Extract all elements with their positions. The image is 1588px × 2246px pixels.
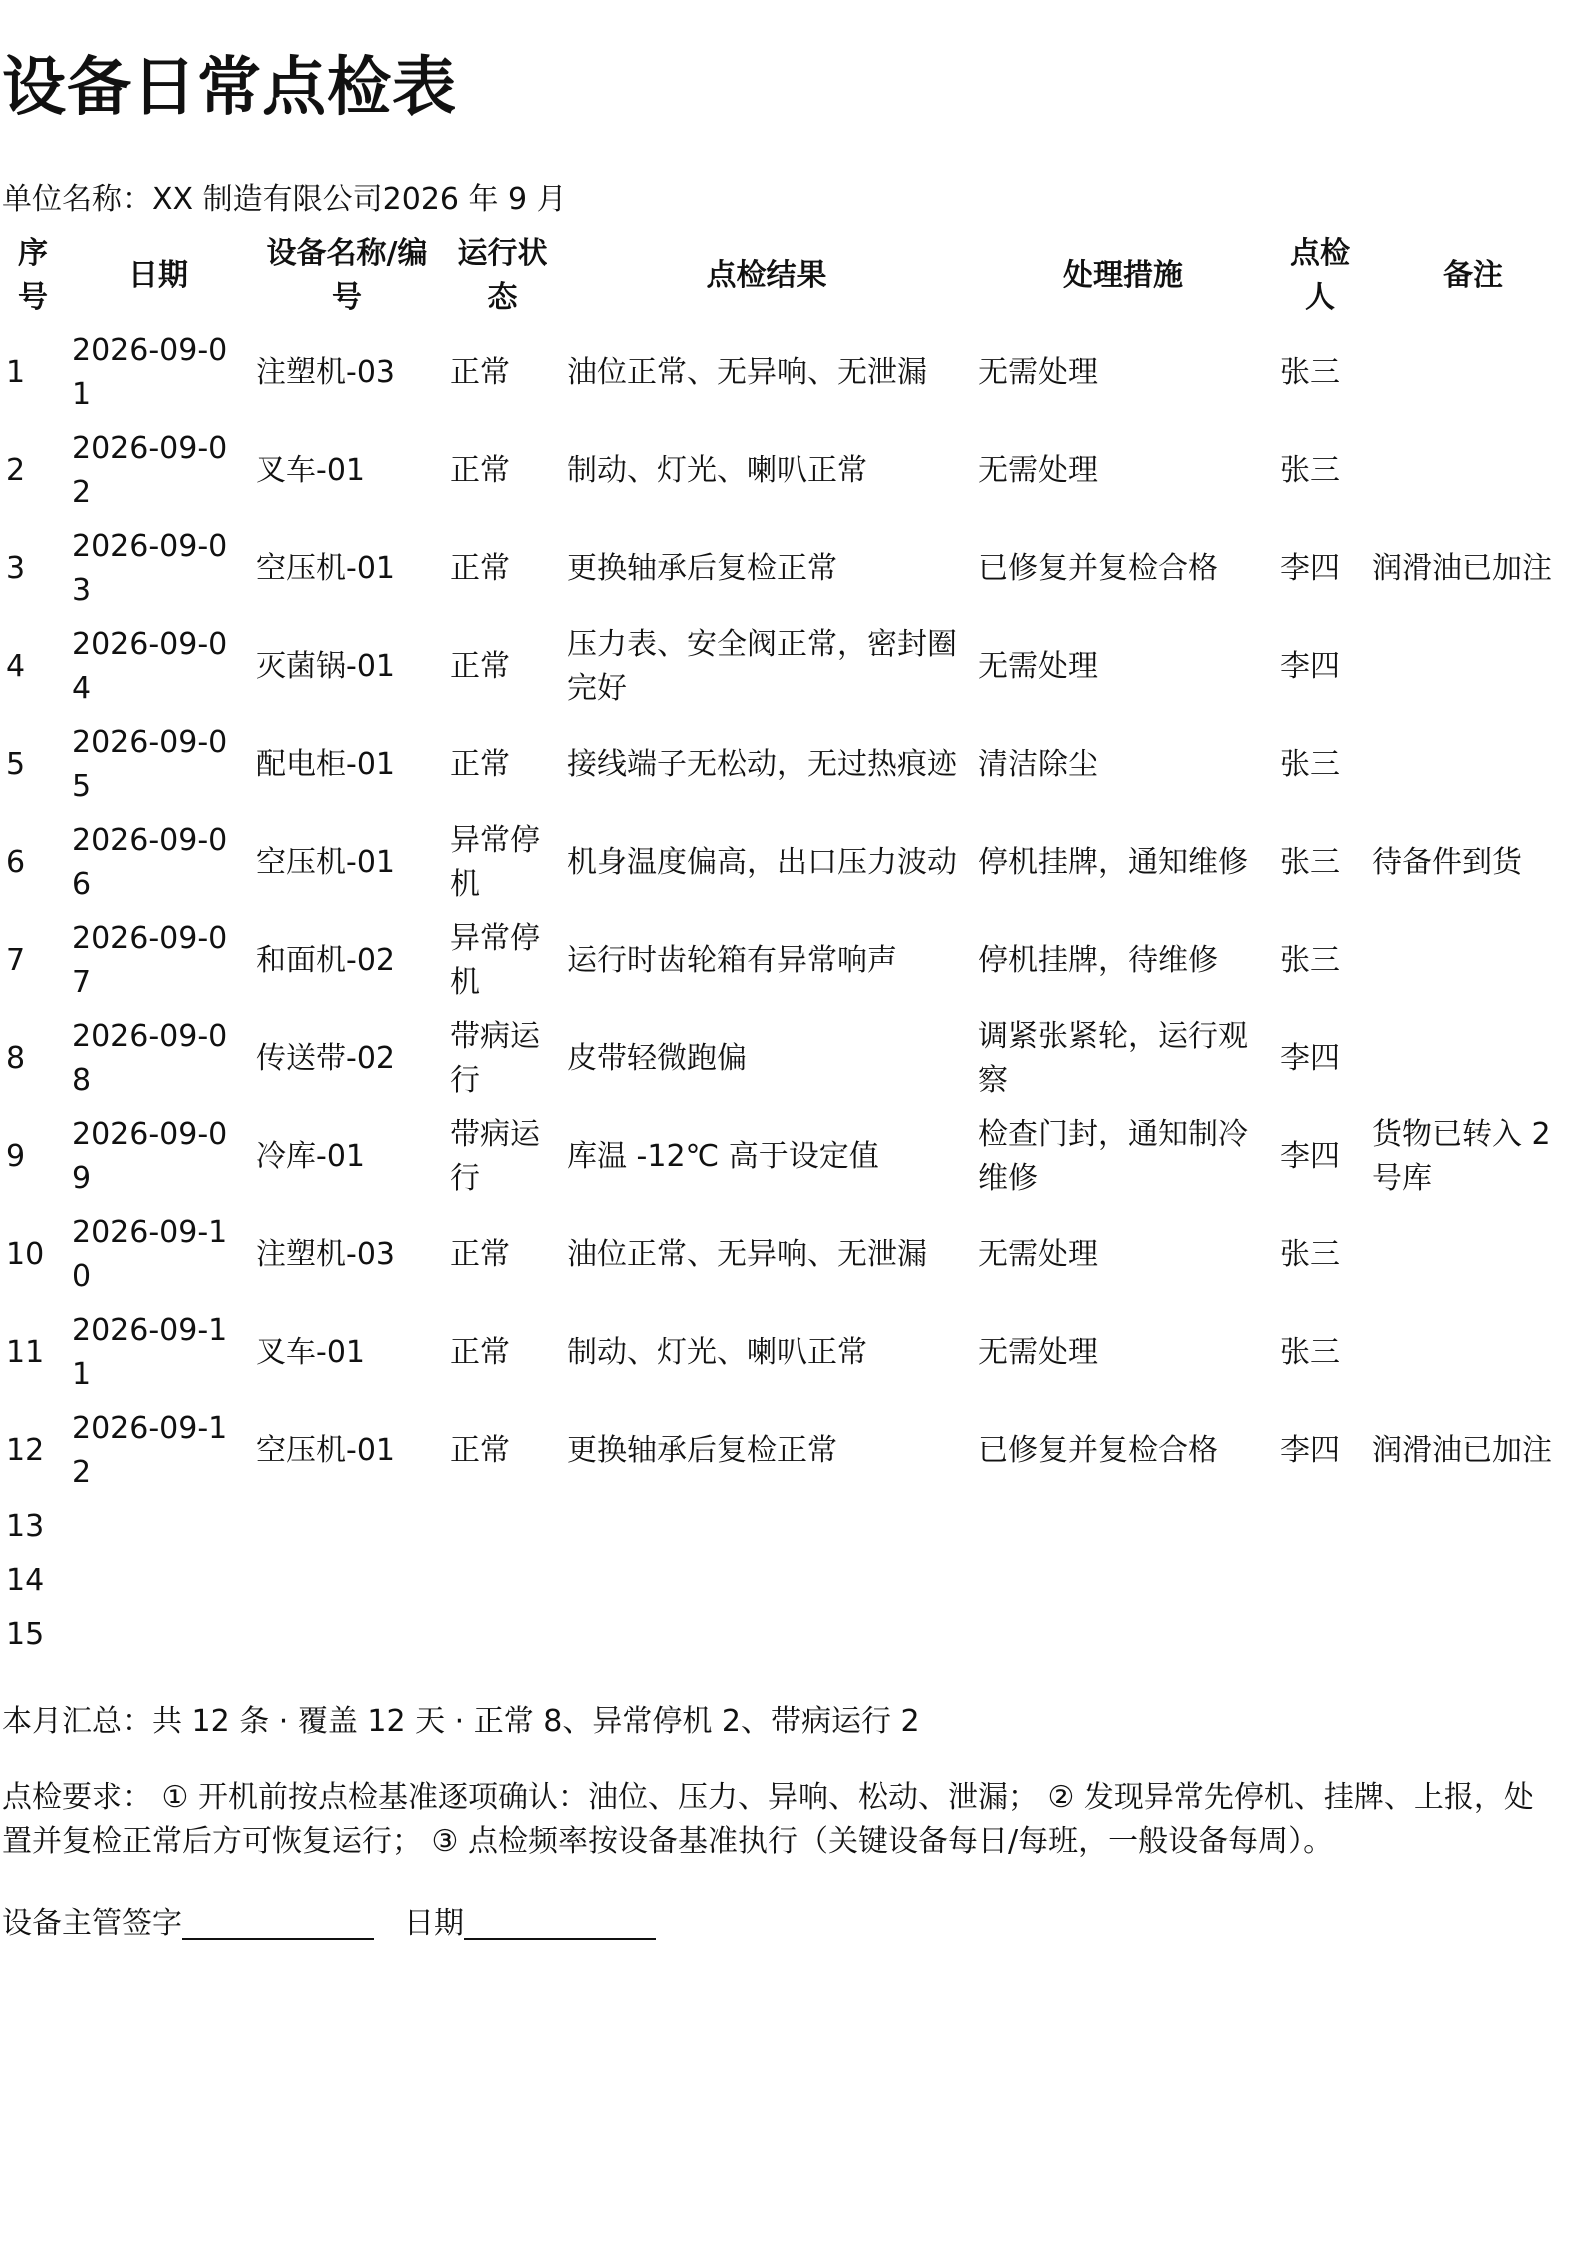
cell-date: 2026-09-03 <box>72 529 228 608</box>
cell-result <box>561 1554 972 1608</box>
cell-note: 货物已转入 2 号库 <box>1372 1117 1551 1196</box>
cell-no: 13 <box>6 1509 45 1544</box>
cell-no: 11 <box>6 1335 45 1370</box>
cell-device: 传送带-02 <box>256 1041 395 1076</box>
unit-name-line: 单位名称：XX 制造有限公司2026 年 9 月 <box>2 182 567 217</box>
cell-status: 正常 <box>450 551 510 586</box>
table-row <box>0 1304 1580 1402</box>
table-row <box>0 1108 1580 1206</box>
cell-note <box>1366 1304 1580 1402</box>
cell-date: 2026-09-06 <box>72 823 228 902</box>
inspection-table <box>0 228 1580 1662</box>
cell-note <box>1366 716 1580 814</box>
cell-result: 机身温度偏高，出口压力波动 <box>567 845 957 880</box>
cell-note <box>1366 1554 1580 1608</box>
cell-status: 带病运行 <box>450 1019 540 1098</box>
cell-inspector: 张三 <box>1280 1237 1340 1272</box>
cell-status: 正常 <box>450 1237 510 1272</box>
cell-action: 已修复并复检合格 <box>978 1433 1218 1468</box>
cell-note <box>1366 1500 1580 1554</box>
table-row <box>0 618 1580 716</box>
table-body <box>0 324 1580 1662</box>
cell-date: 2026-09-12 <box>72 1411 228 1490</box>
table-row-empty <box>0 1500 1580 1554</box>
cell-action: 无需处理 <box>978 453 1098 488</box>
cell-inspector <box>1274 1608 1366 1662</box>
col-header-inspector: 点检人 <box>1290 236 1350 315</box>
cell-result: 运行时齿轮箱有异常响声 <box>567 943 897 978</box>
cell-date: 2026-09-04 <box>72 627 228 706</box>
cell-no: 9 <box>6 1139 26 1174</box>
col-header-device: 设备名称/编号 <box>266 236 428 315</box>
signature-date-label: 日期 <box>404 1906 464 1941</box>
cell-action <box>972 1554 1274 1608</box>
table-row <box>0 716 1580 814</box>
cell-inspector: 张三 <box>1280 453 1340 488</box>
cell-device: 空压机-01 <box>256 1433 395 1468</box>
cell-date: 2026-09-08 <box>72 1019 228 1098</box>
cell-result <box>561 1500 972 1554</box>
table-row <box>0 1206 1580 1304</box>
cell-result: 库温 -12℃ 高于设定值 <box>567 1139 879 1174</box>
cell-no: 4 <box>6 649 26 684</box>
cell-note <box>1366 1608 1580 1662</box>
cell-status: 带病运行 <box>450 1117 540 1196</box>
table-row-empty <box>0 1554 1580 1608</box>
cell-inspector <box>1274 1500 1366 1554</box>
cell-action <box>972 1500 1274 1554</box>
cell-result: 更换轴承后复检正常 <box>567 1433 837 1468</box>
cell-date: 2026-09-02 <box>72 431 228 510</box>
cell-status: 正常 <box>450 649 510 684</box>
cell-status <box>444 1500 561 1554</box>
cell-status: 正常 <box>450 1433 510 1468</box>
cell-device: 配电柜-01 <box>256 747 395 782</box>
cell-date <box>66 1500 250 1554</box>
cell-inspector: 李四 <box>1280 1041 1340 1076</box>
cell-date: 2026-09-11 <box>72 1313 228 1392</box>
cell-action: 无需处理 <box>978 1237 1098 1272</box>
cell-action: 无需处理 <box>978 1335 1098 1370</box>
cell-date: 2026-09-07 <box>72 921 228 1000</box>
cell-no: 10 <box>6 1237 45 1272</box>
table-row <box>0 324 1580 422</box>
cell-action: 停机挂牌，待维修 <box>978 943 1218 978</box>
table-header-row <box>0 228 1580 324</box>
table-row <box>0 912 1580 1010</box>
cell-action: 调紧张紧轮，运行观察 <box>978 1019 1248 1098</box>
cell-action <box>972 1608 1274 1662</box>
cell-device: 灭菌锅-01 <box>256 649 395 684</box>
cell-date: 2026-09-01 <box>72 333 228 412</box>
cell-status: 异常停机 <box>450 921 540 1000</box>
col-header-status: 运行状态 <box>457 236 548 315</box>
cell-device: 空压机-01 <box>256 551 395 586</box>
cell-inspector: 张三 <box>1280 1335 1340 1370</box>
cell-device: 冷库-01 <box>256 1139 365 1174</box>
cell-no: 6 <box>6 845 26 880</box>
cell-inspector: 张三 <box>1280 355 1340 390</box>
cell-result: 压力表、安全阀正常，密封圈完好 <box>567 627 957 706</box>
cell-no: 5 <box>6 747 26 782</box>
cell-inspector: 李四 <box>1280 1139 1340 1174</box>
page-title: 设备日常点检表 <box>2 51 457 125</box>
cell-inspector: 张三 <box>1280 845 1340 880</box>
cell-no: 3 <box>6 551 26 586</box>
col-header-no: 序号 <box>18 236 48 315</box>
col-header-result: 点检结果 <box>706 258 827 293</box>
cell-note: 润滑油已加注 <box>1372 1433 1552 1468</box>
cell-action: 已修复并复检合格 <box>978 551 1218 586</box>
cell-result: 接线端子无松动，无过热痕迹 <box>567 747 957 782</box>
cell-status: 正常 <box>450 355 510 390</box>
cell-action: 无需处理 <box>978 649 1098 684</box>
cell-note <box>1366 618 1580 716</box>
cell-status <box>444 1608 561 1662</box>
cell-device: 和面机-02 <box>256 943 395 978</box>
col-header-action: 处理措施 <box>1063 258 1183 293</box>
manager-signature-label: 设备主管签字 <box>2 1906 182 1941</box>
cell-result: 油位正常、无异响、无泄漏 <box>567 1237 927 1272</box>
cell-no: 15 <box>6 1617 45 1652</box>
cell-no: 14 <box>6 1563 45 1598</box>
cell-date <box>66 1608 250 1662</box>
cell-no: 1 <box>6 355 26 390</box>
manager-signature-line[interactable] <box>182 1904 374 1940</box>
cell-result: 制动、灯光、喇叭正常 <box>567 1335 867 1370</box>
cell-note: 待备件到货 <box>1372 845 1522 880</box>
cell-device: 注塑机-03 <box>256 1237 395 1272</box>
cell-result: 油位正常、无异响、无泄漏 <box>567 355 927 390</box>
cell-device: 注塑机-03 <box>256 355 395 390</box>
table-row <box>0 422 1580 520</box>
signature-block <box>2 1902 656 1946</box>
cell-note: 润滑油已加注 <box>1372 551 1552 586</box>
cell-device: 叉车-01 <box>256 1335 365 1370</box>
cell-action: 清洁除尘 <box>978 747 1098 782</box>
monthly-summary: 本月汇总：共 12 条 · 覆盖 12 天 · 正常 8、异常停机 2、带病运行 2 <box>2 1704 920 1739</box>
cell-device <box>250 1608 444 1662</box>
col-header-note: 备注 <box>1443 258 1503 293</box>
cell-result: 皮带轻微跑偏 <box>567 1041 747 1076</box>
cell-action: 检查门封，通知制冷维修 <box>978 1117 1248 1196</box>
table-row <box>0 814 1580 912</box>
cell-inspector: 张三 <box>1280 943 1340 978</box>
cell-device <box>250 1500 444 1554</box>
cell-inspector: 李四 <box>1280 1433 1340 1468</box>
cell-date: 2026-09-10 <box>72 1215 228 1294</box>
cell-inspector: 张三 <box>1280 747 1340 782</box>
cell-status <box>444 1554 561 1608</box>
table-row <box>0 520 1580 618</box>
cell-note <box>1366 1206 1580 1304</box>
cell-no: 8 <box>6 1041 26 1076</box>
cell-result <box>561 1608 972 1662</box>
table-row-empty <box>0 1608 1580 1662</box>
cell-device: 空压机-01 <box>256 845 395 880</box>
cell-no: 2 <box>6 453 26 488</box>
cell-date: 2026-09-09 <box>72 1117 228 1196</box>
cell-date: 2026-09-05 <box>72 725 228 804</box>
cell-no: 7 <box>6 943 26 978</box>
cell-status: 正常 <box>450 1335 510 1370</box>
cell-inspector: 李四 <box>1280 551 1340 586</box>
cell-note <box>1366 1010 1580 1108</box>
cell-action: 停机挂牌，通知维修 <box>978 845 1248 880</box>
cell-status: 正常 <box>450 747 510 782</box>
cell-inspector <box>1274 1554 1366 1608</box>
cell-result: 更换轴承后复检正常 <box>567 551 837 586</box>
col-header-date: 日期 <box>128 258 188 293</box>
cell-device: 叉车-01 <box>256 453 365 488</box>
cell-result: 制动、灯光、喇叭正常 <box>567 453 867 488</box>
cell-status: 正常 <box>450 453 510 488</box>
cell-status: 异常停机 <box>450 823 540 902</box>
inspection-requirements: 点检要求： ① 开机前按点检基准逐项确认：油位、压力、异响、松动、泄漏； ② 发现异常先停机、挂牌、上报，处置并复检正常后方可恢复运行； ③ 点检频率按设备基准执行（关键设备每日/每班，一般设备每周）。 <box>2 1780 1534 1859</box>
cell-date <box>66 1554 250 1608</box>
cell-note <box>1366 912 1580 1010</box>
cell-device <box>250 1554 444 1608</box>
cell-note <box>1366 324 1580 422</box>
cell-note <box>1366 422 1580 520</box>
cell-action: 无需处理 <box>978 355 1098 390</box>
table-row <box>0 1010 1580 1108</box>
table-row <box>0 1402 1580 1500</box>
cell-inspector: 李四 <box>1280 649 1340 684</box>
signature-date-line[interactable] <box>464 1904 656 1940</box>
cell-no: 12 <box>6 1433 45 1468</box>
